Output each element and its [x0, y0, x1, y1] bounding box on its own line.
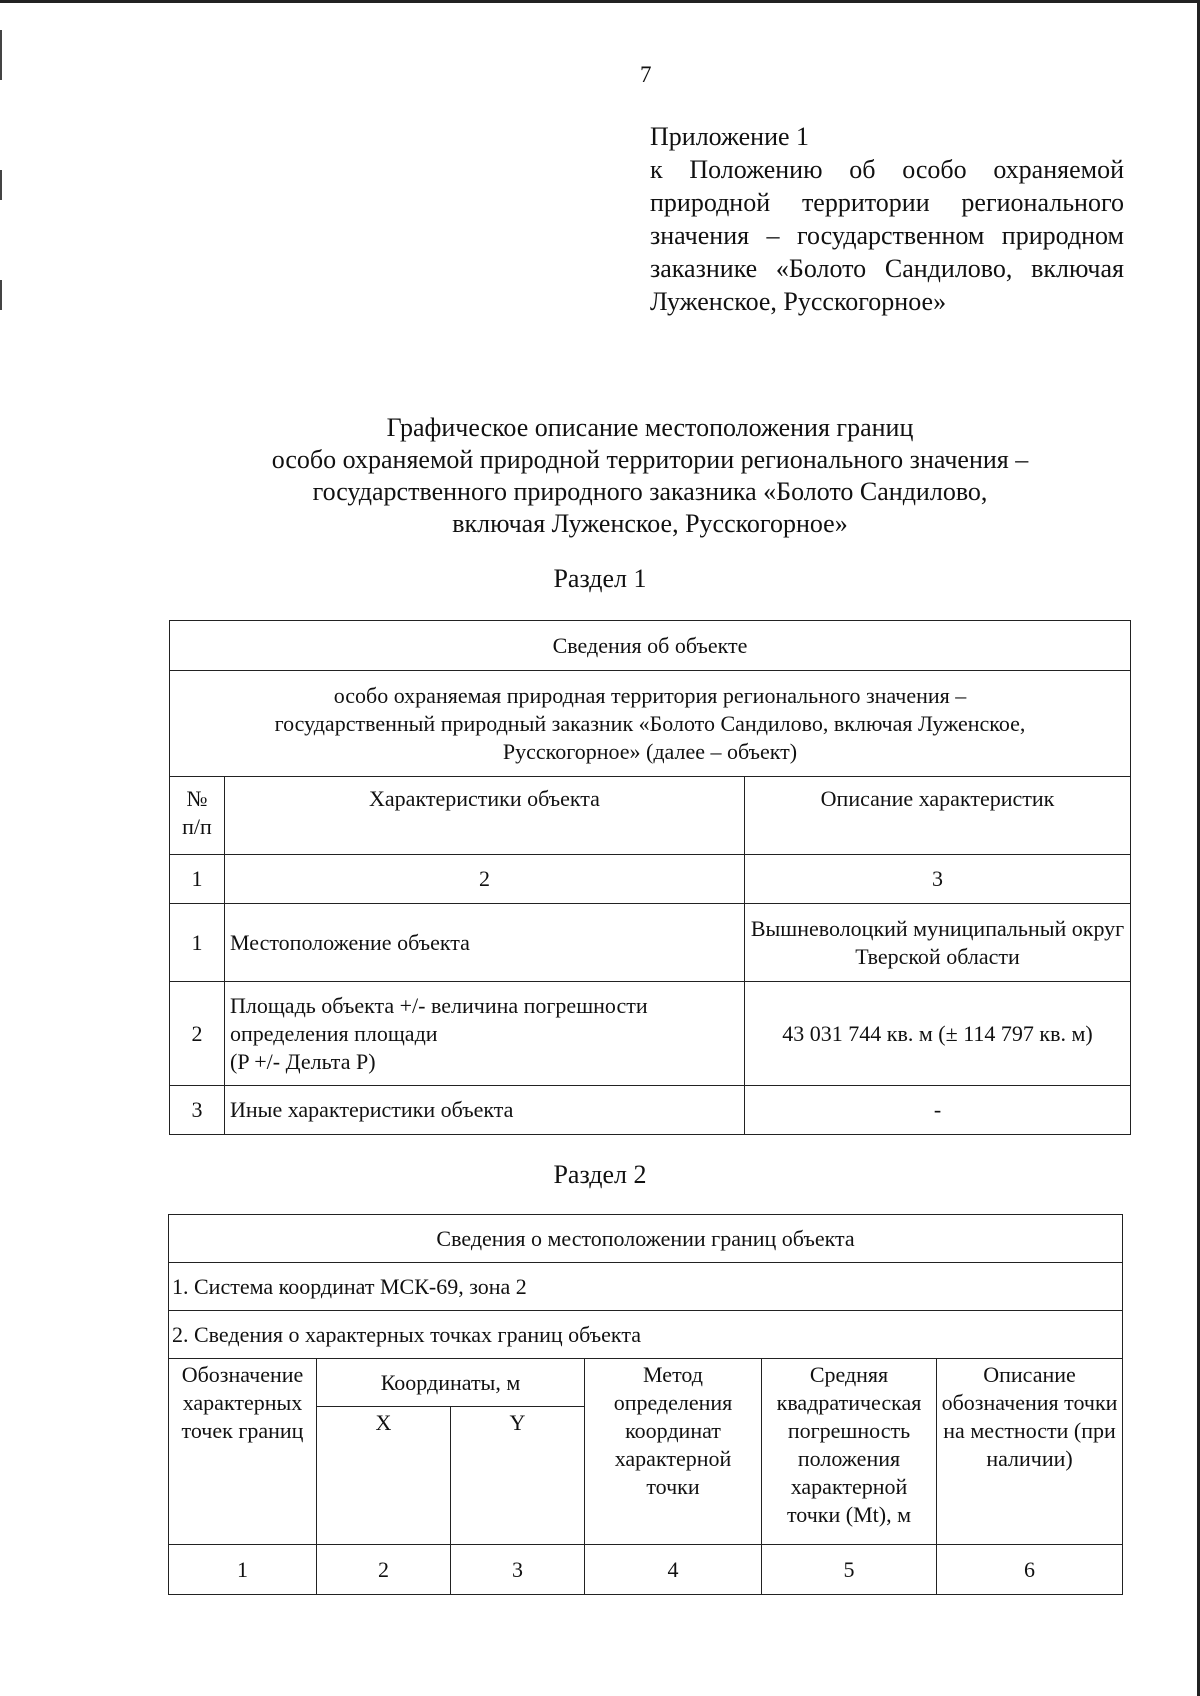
- header-coordinates: Координаты, м: [317, 1359, 585, 1407]
- header-error: Средняя квадратическая погрешность положения характерной точки (Mt), м: [762, 1359, 937, 1545]
- appendix-title: Приложение 1: [650, 122, 810, 151]
- title-line: Графическое описание местоположения границ: [386, 413, 914, 442]
- header-x: X: [317, 1407, 451, 1545]
- header-y: Y: [451, 1407, 585, 1545]
- section-2-heading: Раздел 2: [553, 1160, 647, 1189]
- col-number-cell: 2: [225, 855, 745, 904]
- row-name: [225, 982, 745, 1086]
- row-name: Иные характеристики объекта: [225, 1086, 745, 1135]
- boundary-points-caption: 2. Сведения о характерных точках границ объекта: [169, 1311, 1123, 1359]
- title-line: включая Луженское, Русскогорное»: [452, 509, 848, 538]
- table-row: [170, 1086, 1131, 1135]
- scan-edge-mark: [0, 280, 2, 310]
- appendix-text: к Положению об особо охраняемой природной территории регионального значения – государственном природном заказнике «Болото Сандилово, включая Луженское, Русскогорное»: [650, 155, 1124, 316]
- page-top-border: [0, 0, 1200, 3]
- col-number-cell: 1: [169, 1545, 317, 1595]
- document-title: [150, 412, 1150, 540]
- table-title: Сведения об объекте: [170, 621, 1131, 671]
- scan-edge-mark: [0, 30, 2, 80]
- row-name: Местоположение объекта: [225, 904, 745, 982]
- row-value: Вышневолоцкий муниципальный округ Тверской области: [745, 904, 1131, 982]
- col-number-cell: 1: [170, 855, 225, 904]
- table-row: [170, 982, 1131, 1086]
- table-row: [170, 904, 1131, 982]
- col-number-cell: 3: [451, 1545, 585, 1595]
- row-number: 1: [170, 904, 225, 982]
- header-characteristics: Характеристики объекта: [225, 777, 745, 855]
- coordinate-system: 1. Система координат МСК-69, зона 2: [169, 1263, 1123, 1311]
- appendix-block: [650, 120, 1124, 318]
- col-number-cell: 6: [937, 1545, 1123, 1595]
- col-number-cell: 5: [762, 1545, 937, 1595]
- col-number-cell: 2: [317, 1545, 451, 1595]
- object-desc-line: особо охраняемая природная территория регионального значения –: [333, 682, 967, 708]
- header-point-description: Описание обозначения точки на местности (при наличии): [937, 1359, 1123, 1545]
- row-value: -: [745, 1086, 1131, 1135]
- page-number: 7: [640, 62, 652, 87]
- scan-edge-mark: [0, 170, 2, 200]
- row-name-line: Площадь объекта +/- величина погрешности: [230, 992, 648, 1018]
- row-number: 2: [170, 982, 225, 1086]
- col-number-cell: 3: [745, 855, 1131, 904]
- row-value: 43 031 744 кв. м (± 114 797 кв. м): [745, 982, 1131, 1086]
- boundary-info-table: [168, 1214, 1123, 1595]
- table-title: Сведения о местоположении границ объекта: [169, 1215, 1123, 1263]
- row-number: 3: [170, 1086, 225, 1135]
- object-info-table: [169, 620, 1131, 1135]
- row-name-line: определения площади: [230, 1020, 438, 1046]
- object-desc-line: Русскогорное» (далее – объект): [502, 738, 798, 764]
- col-number-cell: 4: [585, 1545, 762, 1595]
- object-description: [170, 671, 1131, 777]
- header-description: Описание характеристик: [745, 777, 1131, 855]
- section-1-heading: Раздел 1: [553, 564, 647, 593]
- object-desc-line: государственный природный заказник «Болото Сандилово, включая Луженское,: [274, 710, 1026, 736]
- title-line: особо охраняемой природной территории регионального значения –: [271, 445, 1029, 474]
- header-number: № п/п: [170, 777, 225, 855]
- header-method: Метод определения координат характерной точки: [585, 1359, 762, 1545]
- header-designation: Обозначение характерных точек границ: [169, 1359, 317, 1545]
- title-line: государственного природного заказника «Болото Сандилово,: [312, 477, 988, 506]
- row-name-line: (P +/- Дельта P): [230, 1048, 376, 1074]
